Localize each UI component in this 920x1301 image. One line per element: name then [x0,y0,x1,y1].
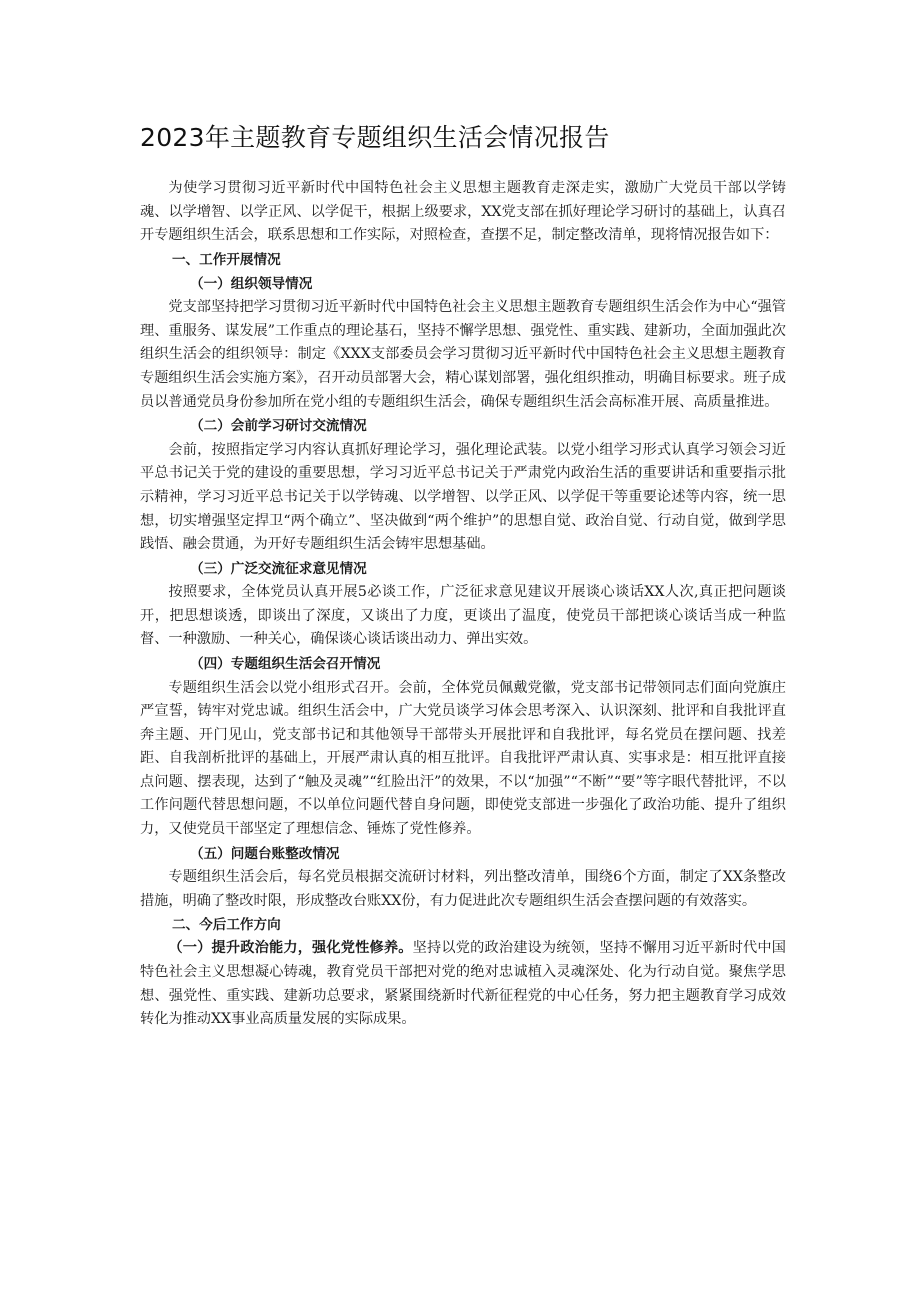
subsection-1-heading: （一）组织领导情况 [190,275,313,292]
subsection-4-paragraph: 专题组织生活会以党小组形式召开。会前，全体党员佩戴党徽，党支部书记带领同志们面向党旗庄严宣誓，铸牢对党忠诚。组织生活会中，广大党员谈学习体会思考深入、认识深刻、批评和自我批评直奔主题、开门见山，党支部书记和其他领导干部带头开展批评和自我批评，每名党员在摆问题、找差距、自我剖析批评的基础上，开展严肃认真的相互批评。自我批评严肃认真、实事求是：相互批评直接点问题、摆表现，达到了“触及灵魂”“红脸出汗”的效果，不以“加强”“不断”“要”等字眼代替批评，不以工作问题代替思想问题，不以单位问题代替自身问题，即使党支部进一步强化了政治功能、提升了组织力，又使党员干部坚定了理想信念、锤炼了党性修养。 [140,679,786,838]
intro-paragraph: 为使学习贯彻习近平新时代中国特色社会主义思想主题教育走深走实，激励广大党员干部以学铸魂、以学增智、以学正风、以学促干，根据上级要求，XX党支部在抓好理论学习研讨的基础上，认真召开专题组织生活会，联系思想和工作实际，对照检查，查摆不足，制定整改清单，现将情况报告如下： [140,180,786,244]
subsection-4-heading: （四）专题组织生活会召开情况 [190,656,381,672]
subsection-3-paragraph: 按照要求，全体党员认真开展5必谈工作，广泛征求意见建议开展谈心谈话XX人次,真正把问题谈开，把思想谈透，即谈出了深度，又谈出了力度，更谈出了温度，使党员干部把谈心谈话当成一种监督、一种激励、一种关心，确保谈心谈话谈出动力、弹出实效。 [140,584,786,648]
subsection-3-heading: （三）广泛交流征求意见情况 [190,560,367,577]
section-1-heading: 一、工作开展情况 [171,251,281,268]
subsection-5-heading: （五）问题台账整改情况 [190,845,340,862]
subsection-2-heading: （二）会前学习研讨交流情况 [190,418,367,435]
subsection-1-paragraph: 党支部坚持把学习贯彻习近平新时代中国特色社会主义思想主题教育专题组织生活会作为中心“强管理、重服务、谋发展”工作重点的理论基石，坚持不懈学思想、强党性、重实践、建新功，全面加强此次组织生活会的组织领导：制定《XXX支部委员会学习贯彻习近平新时代中国特色社会主义思想主题教育专题组织生活会实施方案》，召开动员部署大会，精心谋划部署，强化组织推动，明确目标要求。班子成员以普通党员身份参加所在党小组的专题组织生活会，确保专题组织生活会高标准开展、高质量推进。 [140,299,786,410]
document-page [140,122,786,1032]
direction-1-text: 坚持以党的政治建设为统领，坚持不懈用习近平新时代中国特色社会主义思想凝心铸魂，教育党员干部把对党的绝对忠诚植入灵魂深处、化为行动自觉。聚焦学思想、强党性、重实践、建新功总要求，紧紧围绕新时代新征程党的中心任务，努力把主题教育学习成效转化为推动XX事业高质量发展的实际成果。 [140,940,786,1028]
direction-1-paragraph [140,937,786,1031]
subsection-2-paragraph: 会前，按照指定学习内容认真抓好理论学习，强化理论武装。以党小组学习形式认真学习领会习近平总书记关于党的建设的重要思想，学习习近平总书记关于严肃党内政治生活的重要讲话和重要指示批示精神，学习习近平总书记关于以学铸魂、以学增智、以学正风、以学促干等重要论述等内容，统一思想，切实增强坚定捍卫“两个确立”、坚决做到“两个维护”的思想自觉、政治自觉、行动自觉，做到学思践悟、融会贯通，为开好专题组织生活会铸牢思想基础。 [140,441,786,553]
document-title: 2023年主题教育专题组织生活会情况报告 [140,123,610,152]
subsection-5-paragraph: 专题组织生活会后，每名党员根据交流研讨材料，列出整改清单，围绕6个方面，制定了XX条整改措施，明确了整改时限，形成整改台账XX份，有力促进此次专题组织生活会查摆问题的有效落实。 [140,869,786,909]
direction-1-lead: （一）提升政治能力，强化党性修养。 [168,940,413,957]
section-2-heading: 二、今后工作方向 [171,917,281,934]
